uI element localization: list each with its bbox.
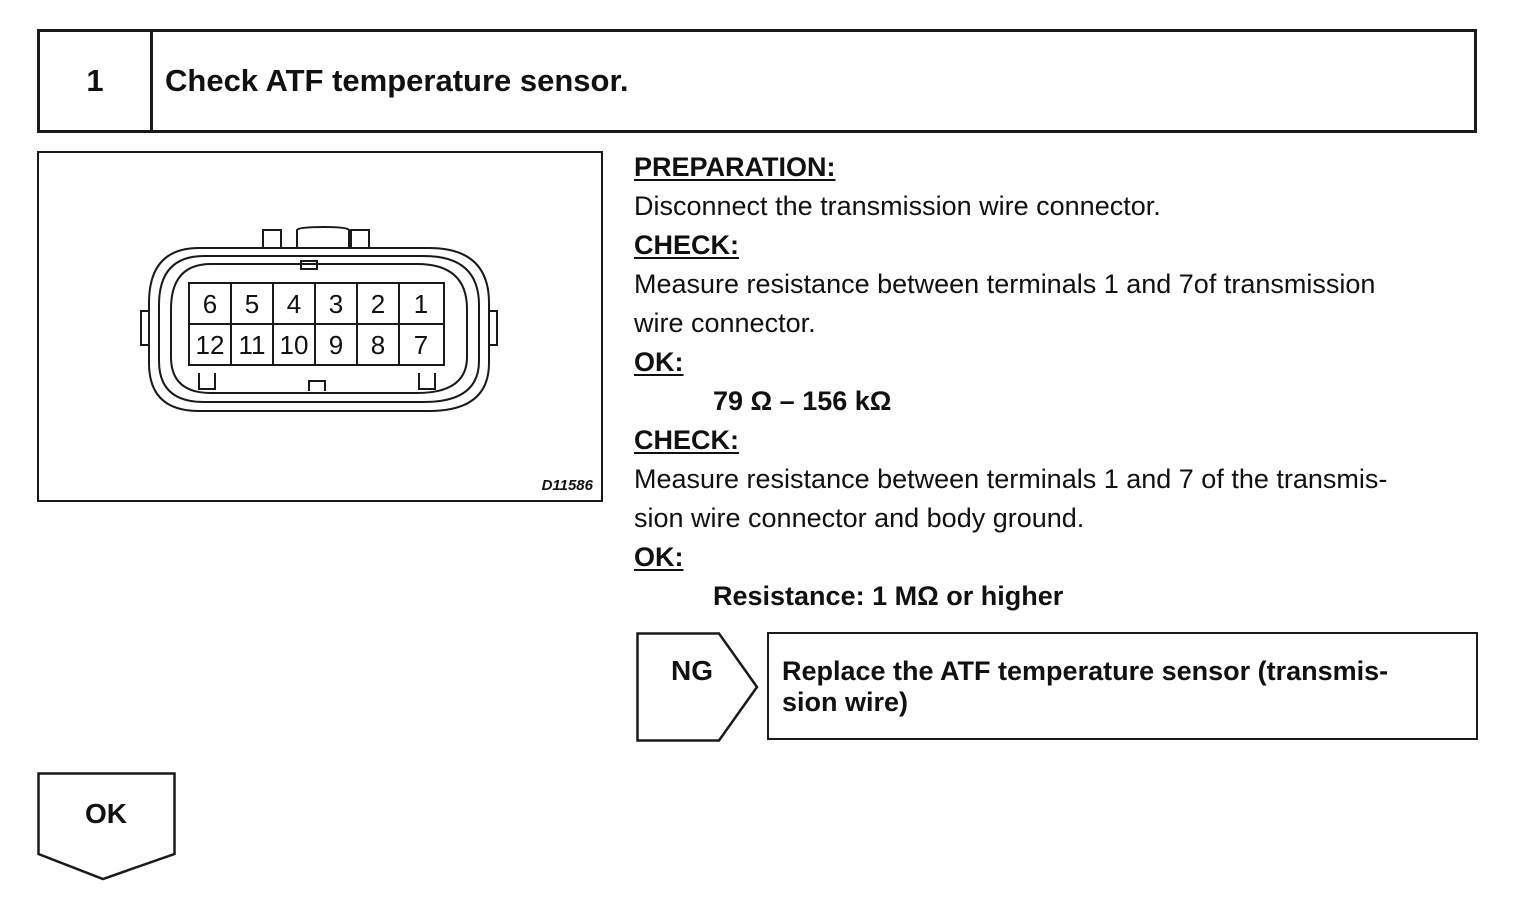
preparation-text: Disconnect the transmission wire connector. xyxy=(634,191,1161,221)
preparation-heading: PREPARATION: xyxy=(634,152,836,182)
ng-result-line2: sion wire) xyxy=(782,687,909,717)
ok-heading-1: OK: xyxy=(634,347,684,377)
step-title: Check ATF temperature sensor. xyxy=(165,63,629,98)
step-header xyxy=(37,29,1477,133)
side-tab-left xyxy=(141,311,149,345)
terminal-11: 11 xyxy=(238,330,266,360)
lock-foot-right xyxy=(419,373,435,389)
figure-id: D11586 xyxy=(541,477,593,494)
latch-tab-left xyxy=(263,230,281,248)
step-number: 1 xyxy=(40,32,153,130)
terminal-2: 2 xyxy=(370,289,386,319)
check-text-1-line1: Measure resistance between terminals 1 and 7of transmission xyxy=(634,269,1376,299)
ng-label: NG xyxy=(671,655,713,686)
terminal-6: 6 xyxy=(202,289,218,319)
ng-result-line1: Replace the ATF temperature sensor (transmis- xyxy=(782,656,1389,686)
instructions xyxy=(634,148,1504,616)
terminal-5: 5 xyxy=(244,289,260,319)
latch-tab-center xyxy=(297,227,349,248)
terminal-1: 1 xyxy=(413,289,429,319)
terminal-12: 12 xyxy=(195,330,225,360)
terminal-7: 7 xyxy=(413,330,429,360)
ok-label: OK xyxy=(85,798,127,829)
latch-tab-right xyxy=(351,230,369,248)
terminal-8: 8 xyxy=(370,330,386,360)
ok-heading-2: OK: xyxy=(634,542,684,572)
ok-value-1: 79 Ω – 156 kΩ xyxy=(713,386,892,416)
lock-foot-center xyxy=(309,381,325,391)
connector-figure xyxy=(37,151,603,502)
ok-value-2: Resistance: 1 MΩ or higher xyxy=(713,581,1064,611)
check-heading-1: CHECK: xyxy=(634,230,739,260)
terminal-3: 3 xyxy=(328,289,344,319)
check-text-2-line2: sion wire connector and body ground. xyxy=(634,503,1085,533)
ng-result-box xyxy=(767,632,1478,740)
lock-foot-left xyxy=(199,373,215,389)
check-heading-2: CHECK: xyxy=(634,425,739,455)
check-text-1-line2: wire connector. xyxy=(634,308,816,338)
check-text-2-line1: Measure resistance between terminals 1 and 7 of the transmis- xyxy=(634,464,1388,494)
side-tab-right xyxy=(489,311,497,345)
terminal-9: 9 xyxy=(328,330,344,360)
terminal-4: 4 xyxy=(286,289,302,319)
connector-diagram xyxy=(39,153,605,504)
terminal-10: 10 xyxy=(279,330,309,360)
